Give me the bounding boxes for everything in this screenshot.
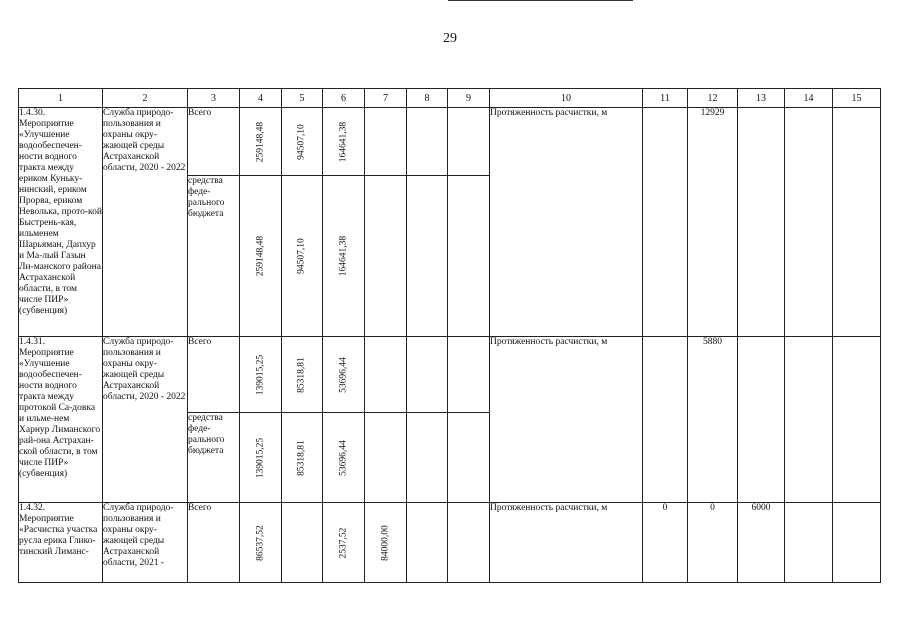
top-rule — [448, 0, 633, 2]
col-header-8: 8 — [407, 89, 448, 108]
executor-cell: Служба природо-пользования и охраны окру-жающей среды Астраханской области, 2021 - — [103, 503, 188, 583]
col-header-1: 1 — [19, 89, 103, 108]
measure-name-cell: 1.4.31. Мероприятие «Улучшение водообеспечен-ности водного тракта между протокой Са-довка и ильме-нем Харнур Лиманского рай-она Астрахан-ской области, в том числе ПИР» (субвенция) — [19, 337, 103, 503]
indicator-value-col11 — [643, 337, 688, 503]
empty-cell-col15 — [833, 337, 881, 503]
value-cell-col7 — [365, 176, 407, 337]
indicator-value-col13: 6000 — [738, 503, 785, 583]
value-cell-col5: 85318,81 — [282, 413, 323, 503]
value-cell-col8 — [407, 108, 448, 176]
funding-source-cell: средства феде-рального бюджета — [188, 176, 240, 337]
value-cell-col7 — [365, 413, 407, 503]
indicator-cell: Протяженность расчистки, м — [490, 108, 643, 337]
indicator-value-col12: 5880 — [688, 337, 738, 503]
table-row — [19, 503, 881, 583]
funding-source-cell: Всего — [188, 503, 240, 583]
col-header-13: 13 — [738, 89, 785, 108]
empty-cell-col14 — [785, 337, 833, 503]
col-header-10: 10 — [490, 89, 643, 108]
indicator-value-col13 — [738, 108, 785, 337]
indicator-value-col12: 0 — [688, 503, 738, 583]
col-header-2: 2 — [103, 89, 188, 108]
value-cell-col7 — [365, 337, 407, 413]
col-header-7: 7 — [365, 89, 407, 108]
col-header-5: 5 — [282, 89, 323, 108]
col-header-12: 12 — [688, 89, 738, 108]
value-cell-col6: 53696,44 — [323, 337, 365, 413]
value-cell-col9 — [448, 108, 490, 176]
value-cell-col9 — [448, 413, 490, 503]
value-cell-col6: 2537,52 — [323, 503, 365, 583]
header-row — [19, 89, 881, 108]
value-cell-col7 — [365, 108, 407, 176]
indicator-value-col12: 12929 — [688, 108, 738, 337]
empty-cell-col15 — [833, 503, 881, 583]
page-number: 29 — [443, 31, 457, 46]
value-cell-col7: 84000,00 — [365, 503, 407, 583]
value-cell-col8 — [407, 176, 448, 337]
value-cell-col6: 164641,38 — [323, 108, 365, 176]
value-cell-col9 — [448, 176, 490, 337]
value-cell-col5: 94507,10 — [282, 176, 323, 337]
value-cell-col4: 259148,48 — [240, 176, 282, 337]
value-cell-col6: 164641,38 — [323, 176, 365, 337]
indicator-cell: Протяженность расчистки, м — [490, 337, 643, 503]
value-cell-col4: 139015,25 — [240, 413, 282, 503]
indicator-value-col11 — [643, 108, 688, 337]
value-cell-col4: 86537,52 — [240, 503, 282, 583]
measure-name-cell: 1.4.32. Мероприятие «Расчистка участка русла ерика Глико-тинский Лиманс- — [19, 503, 103, 583]
executor-cell: Служба природо-пользования и охраны окру-жающей среды Астраханской области, 2020 - 2022 — [103, 337, 188, 503]
value-cell-col8 — [407, 413, 448, 503]
value-cell-col9 — [448, 337, 490, 413]
empty-cell-col14 — [785, 503, 833, 583]
value-cell-col5 — [282, 503, 323, 583]
value-cell-col8 — [407, 337, 448, 413]
indicator-value-col13 — [738, 337, 785, 503]
indicator-cell: Протяженность расчистки, м — [490, 503, 643, 583]
measure-name-cell: 1.4.30. Мероприятие «Улучшение водообеспечен-ности водного тракта между ериком Куньку-нинский, ериком Прорва, ериком Неволька, прото-кой Быстрень-кая, ильменем Шарьяман, Дапхур и Ма-лый Газын Ли-манского района Астраханской области, в том числе ПИР» (субвенция) — [19, 108, 103, 337]
col-header-14: 14 — [785, 89, 833, 108]
col-header-3: 3 — [188, 89, 240, 108]
funding-source-cell: средства феде-рального бюджета — [188, 413, 240, 503]
data-table — [18, 88, 881, 583]
value-cell-col9 — [448, 503, 490, 583]
funding-source-cell: Всего — [188, 108, 240, 176]
funding-source-cell: Всего — [188, 337, 240, 413]
col-header-11: 11 — [643, 89, 688, 108]
col-header-6: 6 — [323, 89, 365, 108]
value-cell-col5: 94507,10 — [282, 108, 323, 176]
value-cell-col5: 85318,81 — [282, 337, 323, 413]
executor-cell: Служба природо-пользования и охраны окру-жающей среды Астраханской области, 2020 - 2022 — [103, 108, 188, 337]
value-cell-col4: 259148,48 — [240, 108, 282, 176]
col-header-4: 4 — [240, 89, 282, 108]
table-row — [19, 337, 881, 413]
indicator-value-col11: 0 — [643, 503, 688, 583]
table-row — [19, 108, 881, 176]
empty-cell-col14 — [785, 108, 833, 337]
empty-cell-col15 — [833, 108, 881, 337]
value-cell-col8 — [407, 503, 448, 583]
col-header-15: 15 — [833, 89, 881, 108]
value-cell-col4: 139015,25 — [240, 337, 282, 413]
value-cell-col6: 53696,44 — [323, 413, 365, 503]
col-header-9: 9 — [448, 89, 490, 108]
